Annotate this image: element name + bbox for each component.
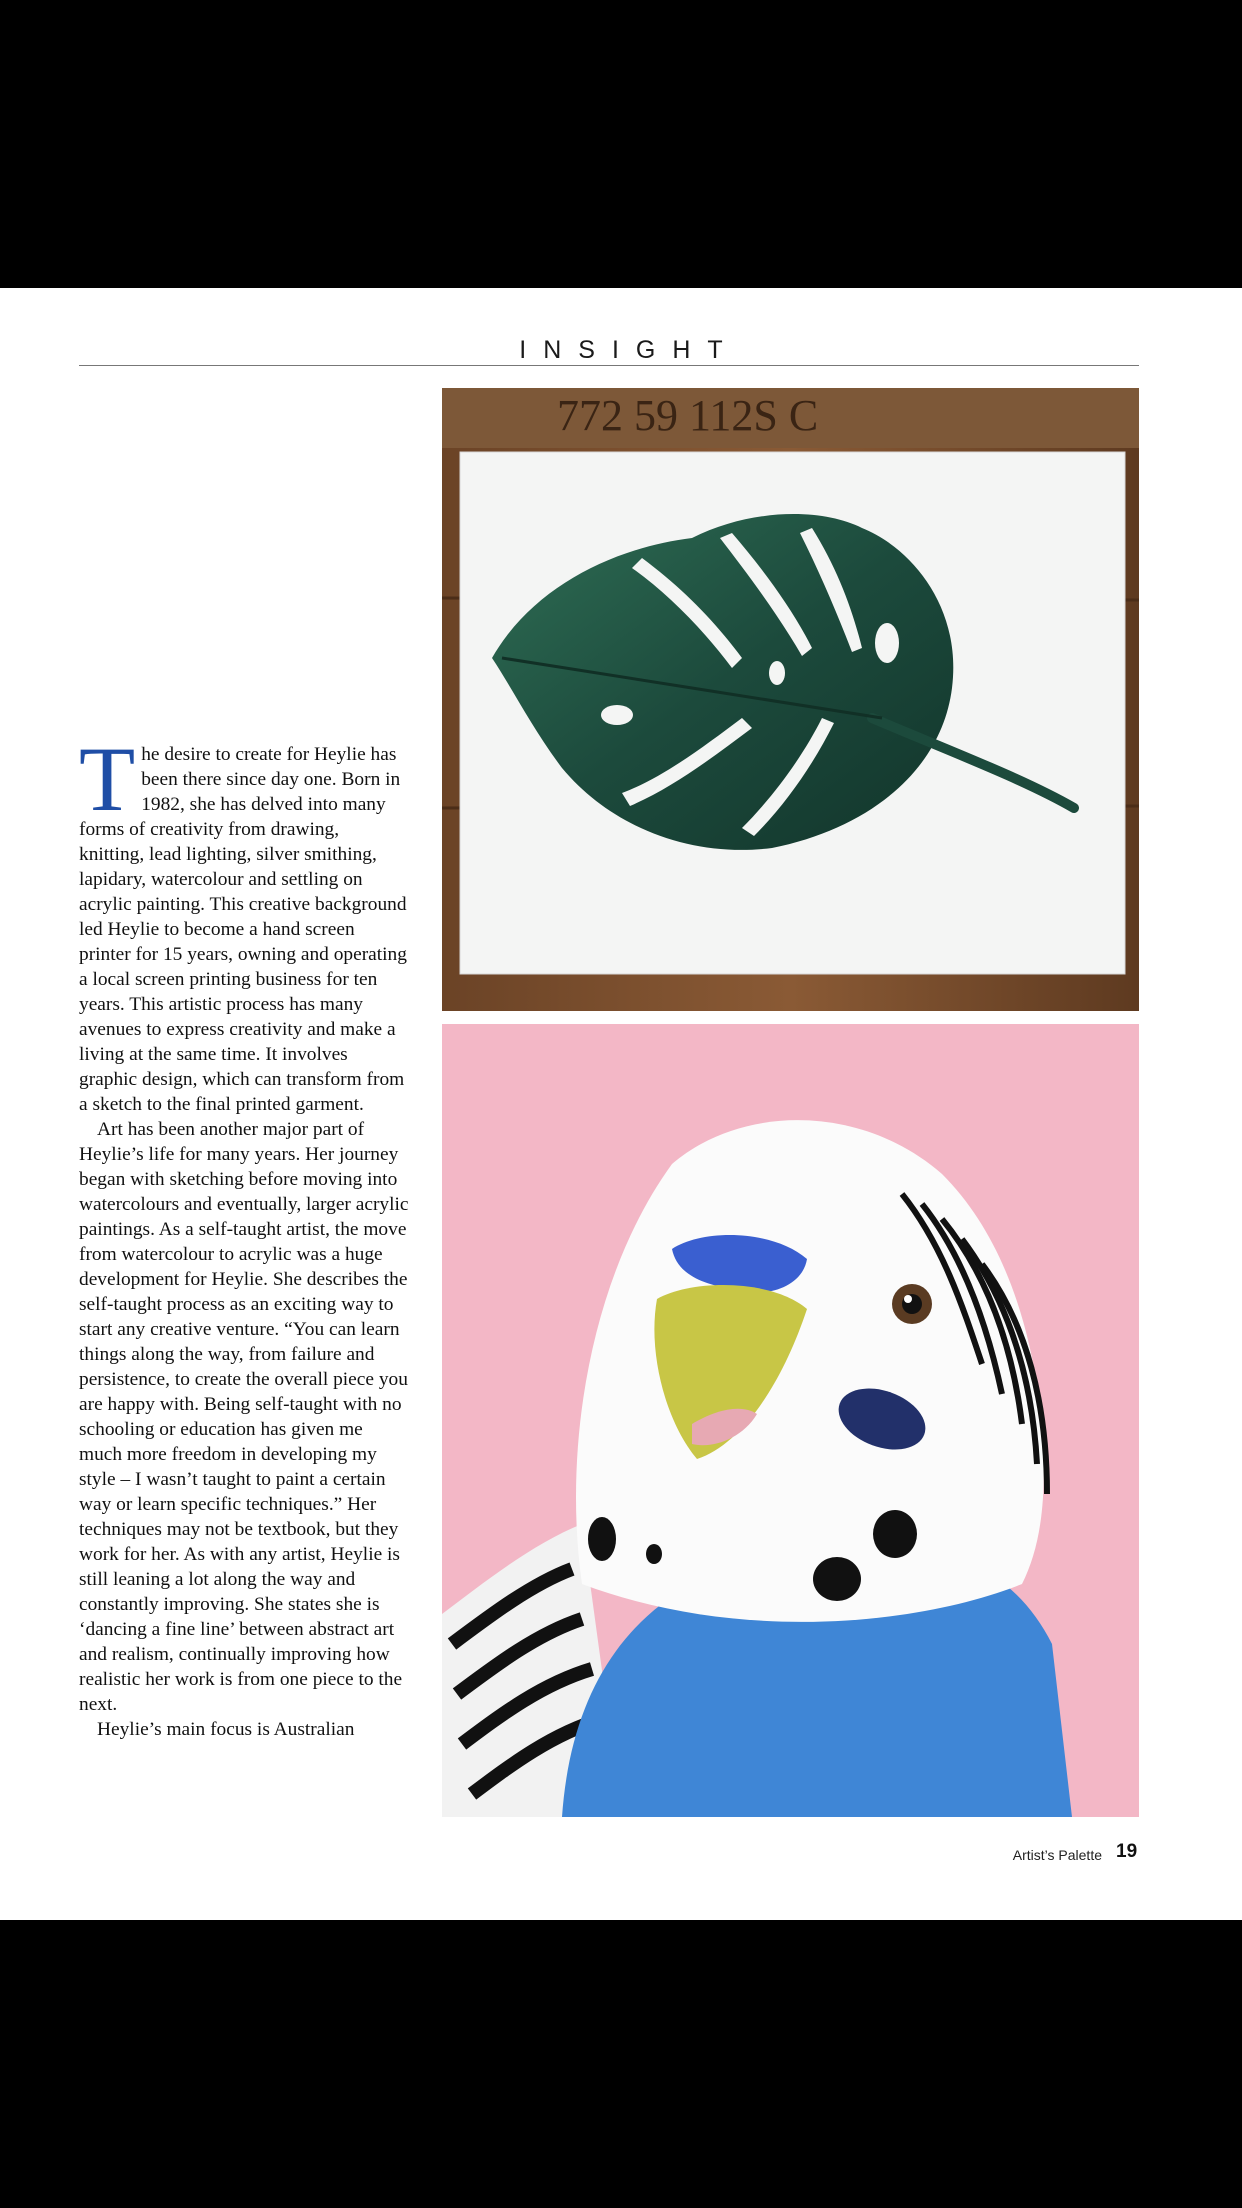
monstera-leaf-painting-photo: [442, 388, 1139, 1011]
header-rule: [79, 365, 1139, 366]
monstera-leaf-image: [442, 388, 1139, 1011]
paragraph-3: Heylie’s main focus is Australian: [97, 1719, 355, 1740]
bottom-black-bar: [0, 1920, 1242, 2208]
publication-name: Artist’s Palette: [1012, 1847, 1102, 1863]
paragraph-1-text: he desire to create for Heylie has been there since day one. Born in 1982, she has delved into many forms of creativity from drawing, knitting, lead lighting, silver smithing, lapidary, watercolour and settling on acrylic painting. This creative background led Heylie to become a hand screen printer for 15 years, owning and operating a local screen printing business for ten years. This artistic process has many avenues to express creativity and make a living at the same time. It involves graphic design, which can transform from a sketch to the final printed garment.: [79, 744, 407, 1115]
section-title: INSIGHT: [519, 336, 740, 364]
paragraph-1: [79, 728, 409, 1117]
magazine-page: [0, 288, 1242, 1920]
budgie-painting-photo: [442, 1024, 1139, 1817]
article-body: [79, 728, 409, 1742]
page-number: 19: [1116, 1841, 1138, 1862]
drop-cap: T: [79, 728, 136, 830]
crate-stencil-text: 772 59 112S C: [557, 391, 819, 440]
paragraph-2: Art has been another major part of Heylie’s life for many years. Her journey began with sketching before moving into watercolours and eventually, larger acrylic paintings. As a self-taught artist, the move from watercolour to acrylic was a huge development for Heylie. She describes the self-taught process as an exciting way to start any creative venture. “You can learn things along the way, from failure and persistence, to create the overall piece you are happy with. Being self-taught with no schooling or education has given me much more freedom in developing my style – I wasn’t taught to paint a certain way or learn specific techniques.” Her techniques may not be textbook, but they work for her. As with any artist, Heylie is still leaning a lot along the way and constantly improving. She states she is ‘dancing a fine line’ between abstract art and realism, continually improving how realistic her work is from one piece to the next.: [79, 1119, 409, 1715]
top-black-bar: [0, 0, 1242, 288]
budgie-image: [442, 1024, 1139, 1817]
